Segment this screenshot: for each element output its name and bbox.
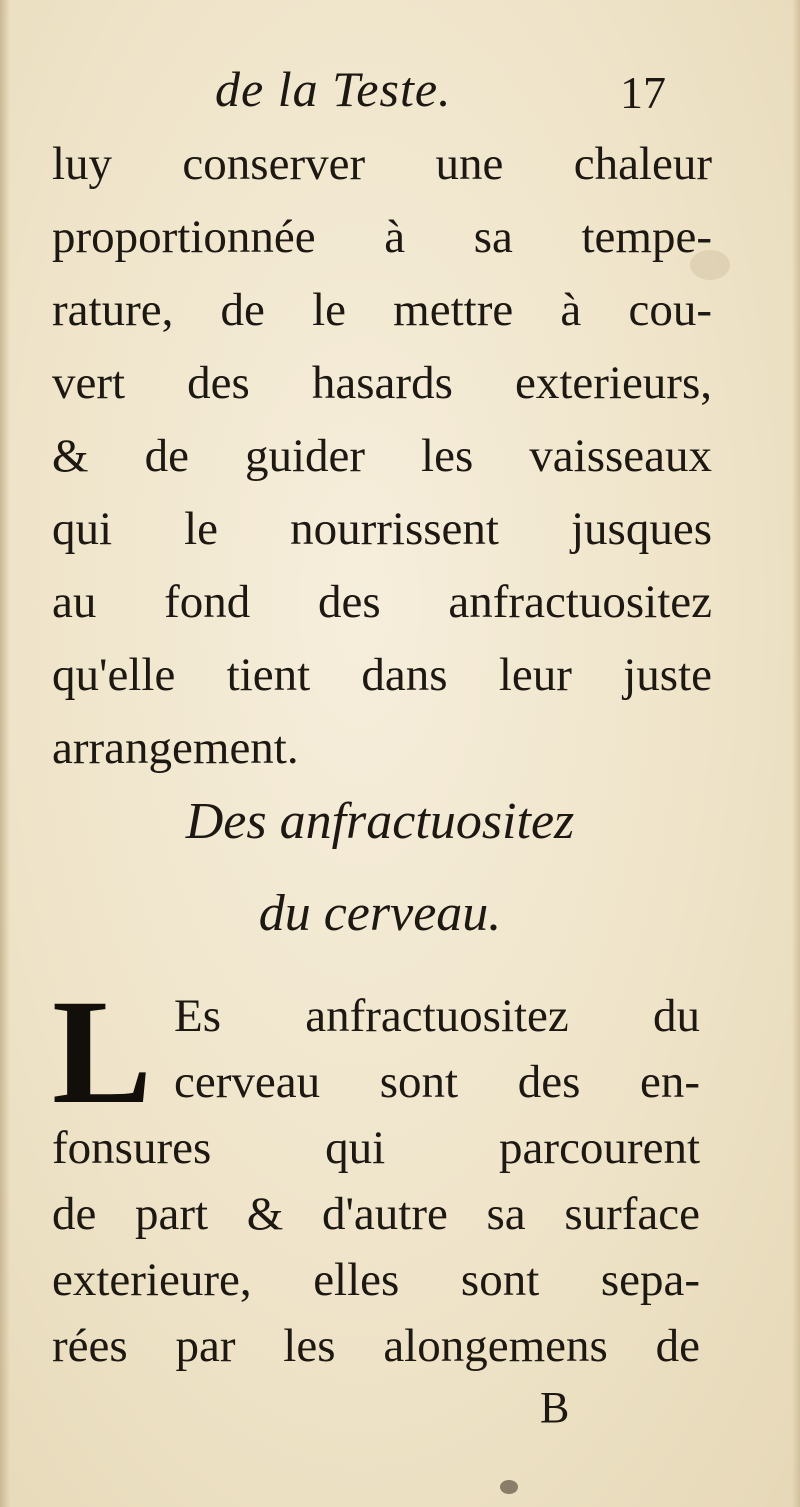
text-line: vert des hasards exterieurs, <box>52 357 712 409</box>
text-line: & de guider les vaisseaux <box>52 430 712 482</box>
heading-line: du cerveau. <box>258 885 502 942</box>
page-number: 17 <box>620 67 666 118</box>
text-line: de part & d'autre sa surface <box>52 1188 700 1240</box>
page-edge-shadow <box>792 0 800 1507</box>
text-line: qui le nourrissent jusques <box>52 503 712 555</box>
text-line: arrangement. <box>52 722 299 774</box>
text-line: qu'elle tient dans leur juste <box>52 649 712 701</box>
signature-mark: B <box>540 1383 570 1432</box>
ink-spot <box>500 1480 518 1494</box>
text-line: cerveau sont des en- <box>174 1056 700 1108</box>
drop-cap-initial: L <box>52 969 153 1135</box>
paragraph-2 <box>52 969 700 1379</box>
text-line: exterieure, elles sont sepa- <box>52 1254 700 1306</box>
page-edge-shadow <box>0 0 10 1507</box>
section-heading <box>60 776 700 960</box>
paragraph-1 <box>52 128 712 785</box>
text-line: rature, de le mettre à cou- <box>52 284 712 336</box>
text-line: au fond des anfractuositez <box>52 576 712 628</box>
running-title: de la Teste. <box>215 61 452 117</box>
text-line: Es anfractuositez du <box>174 990 700 1042</box>
text-line: luy conserver une chaleur <box>52 138 712 190</box>
text-line: proportionnée à sa tempe- <box>52 211 712 263</box>
text-line: rées par les alongemens de <box>52 1320 700 1372</box>
text-line: fonsures qui parcourent <box>52 1122 700 1174</box>
heading-line: Des anfractuositez <box>185 793 575 850</box>
